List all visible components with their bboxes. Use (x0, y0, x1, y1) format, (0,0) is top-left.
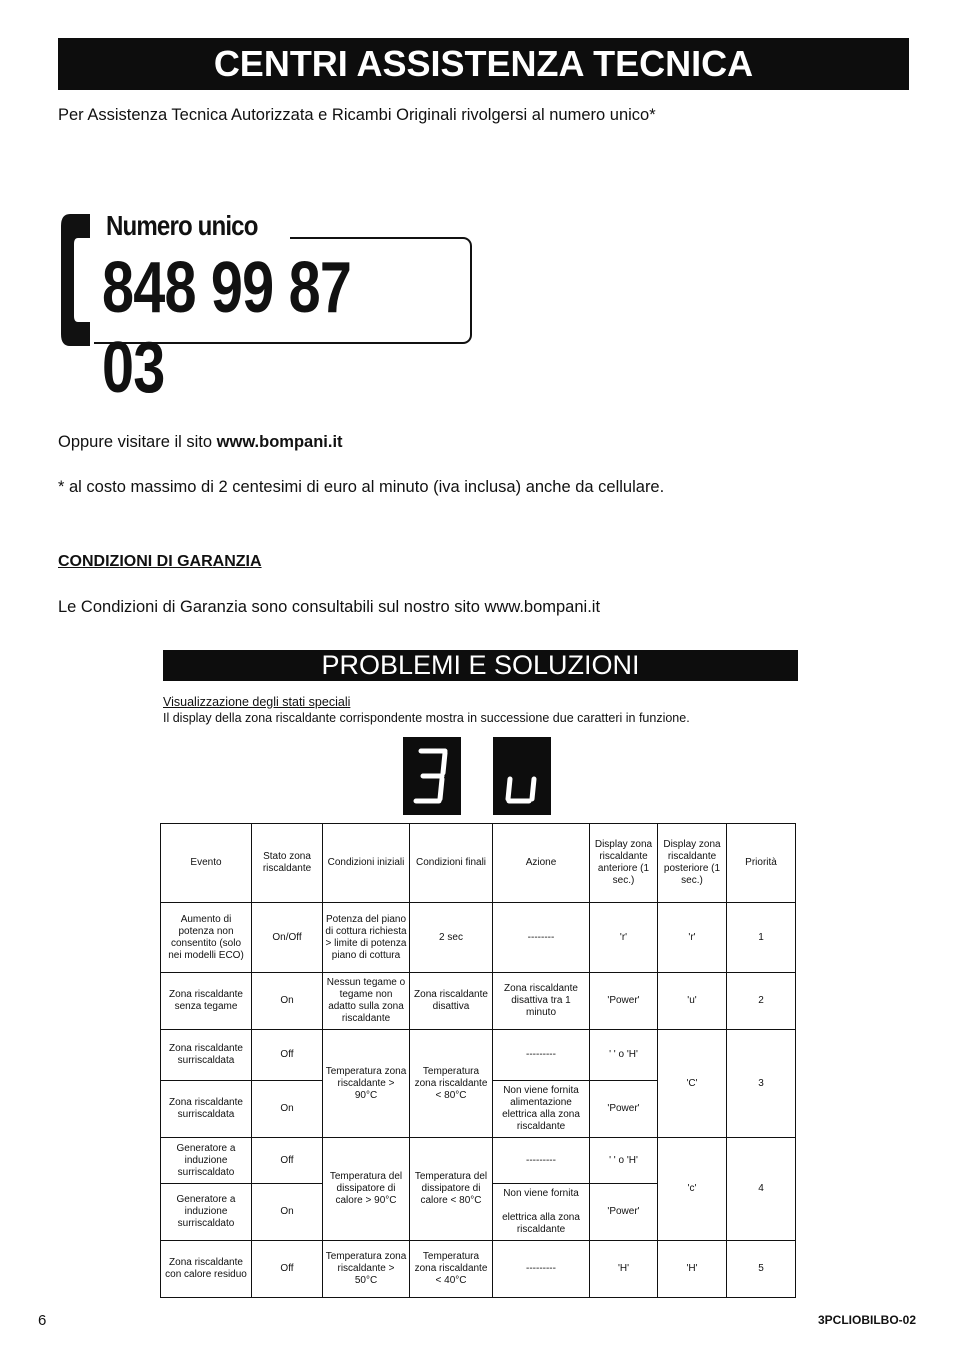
header-condizioni-iniziali: Condizioni iniziali (323, 824, 410, 903)
cell-stato: Off (252, 1138, 323, 1184)
display-letter-u (493, 737, 551, 815)
cell-azione: --------- (493, 1138, 590, 1184)
cell-condizioni-iniziali: Potenza del piano di cottura richiesta > limite di potenza piano di cottura (323, 903, 410, 973)
header-azione: Azione (493, 824, 590, 903)
cell-evento: Zona riscaldante senza tegame (161, 973, 252, 1030)
cell-display-anteriore: ' ' o 'H' (590, 1138, 658, 1184)
cell-stato: On (252, 973, 323, 1030)
header-priorita: Priorità (727, 824, 796, 903)
cell-display-posteriore: 'r' (658, 903, 727, 973)
table-row (161, 1241, 796, 1298)
visit-text (58, 433, 343, 452)
cell-priorita: 2 (727, 973, 796, 1030)
cell-display-anteriore: 'H' (590, 1241, 658, 1298)
website-link[interactable]: www.bompani.it (216, 433, 343, 451)
cell-evento: Zona riscaldante surriscaldata (161, 1081, 252, 1138)
cell-condizioni-finali: Zona riscaldante disattiva (410, 973, 493, 1030)
cell-evento: Generatore a induzione surriscaldato (161, 1138, 252, 1184)
cell-condizioni-iniziali: Temperatura zona riscaldante > 50°C (323, 1241, 410, 1298)
cell-azione: Zona riscaldante disattiva tra 1 minuto (493, 973, 590, 1030)
phone-handset-icon (58, 210, 98, 350)
cell-stato: On (252, 1081, 323, 1138)
cell-priorita: 3 (727, 1030, 796, 1138)
cell-azione: Non viene fornita alimentazione elettrica alla zona riscaldante (493, 1081, 590, 1138)
table-row (161, 903, 796, 973)
table-header-row (161, 824, 796, 903)
section-description: Il display della zona riscaldante corrispondente mostra in successione due caratteri in funzione. (163, 711, 690, 725)
table-row (161, 1138, 796, 1184)
cell-stato: Off (252, 1241, 323, 1298)
cell-display-anteriore: 'Power' (590, 1081, 658, 1138)
visit-prefix: Oppure visitare il sito (58, 433, 217, 451)
header-stato: Stato zona riscaldante (252, 824, 323, 903)
cell-condizioni-iniziali: Temperatura zona riscaldante > 90°C (323, 1030, 410, 1138)
cell-display-posteriore: 'c' (658, 1138, 727, 1241)
cell-priorita: 1 (727, 903, 796, 973)
cell-priorita: 5 (727, 1241, 796, 1298)
warranty-heading: CONDIZIONI DI GARANZIA (58, 553, 262, 570)
seven-segment-3-icon (403, 737, 461, 815)
cell-evento: Generatore a induzione surriscaldato (161, 1184, 252, 1241)
phone-number: 848 99 87 03 (102, 248, 352, 408)
cell-display-anteriore: 'Power' (590, 1184, 658, 1241)
seven-segment-u-icon (493, 737, 551, 815)
cell-condizioni-finali: Temperatura zona riscaldante < 40°C (410, 1241, 493, 1298)
cell-stato: On (252, 1184, 323, 1241)
document-code: 3PCLIOBILBO-02 (817, 1313, 916, 1327)
problems-table (160, 823, 796, 1298)
section-subheading: Visualizzazione degli stati speciali (163, 695, 351, 709)
cell-evento: Zona riscaldante con calore residuo (161, 1241, 252, 1298)
cell-azione: --------- (493, 1241, 590, 1298)
cell-azione-line2: elettrica alla zona riscaldante (502, 1212, 580, 1235)
intro-text: Per Assistenza Tecnica Autorizzata e Ricambi Originali rivolgersi al numero unico* (58, 106, 656, 124)
cell-display-anteriore: 'r' (590, 903, 658, 973)
cell-evento: Zona riscaldante surriscaldata (161, 1030, 252, 1081)
table-row (161, 973, 796, 1030)
cell-azione: --------- (493, 1030, 590, 1081)
warranty-text: Le Condizioni di Garanzia sono consultabili sul nostro sito www.bompani.it (58, 598, 601, 616)
cell-azione-line1: Non viene fornita (503, 1188, 579, 1199)
cell-display-posteriore: 'C' (658, 1030, 727, 1138)
cell-display-anteriore: 'Power' (590, 973, 658, 1030)
cell-stato: On/Off (252, 903, 323, 973)
cell-display-posteriore: 'u' (658, 973, 727, 1030)
cell-display-posteriore: 'H' (658, 1241, 727, 1298)
cell-condizioni-iniziali: Nessun tegame o tegame non adatto sulla zona riscaldante (323, 973, 410, 1030)
page-number: 6 (38, 1312, 47, 1329)
header-display-posteriore: Display zona riscaldante posteriore (1 sec.) (658, 824, 727, 903)
phone-label: Numero unico (106, 210, 258, 241)
cell-priorita: 4 (727, 1138, 796, 1241)
cell-condizioni-finali: 2 sec (410, 903, 493, 973)
cell-evento: Aumento di potenza non consentito (solo nei modelli ECO) (161, 903, 252, 973)
cell-display-anteriore: ' ' o 'H' (590, 1030, 658, 1081)
header-evento: Evento (161, 824, 252, 903)
cost-note: * al costo massimo di 2 centesimi di euro al minuto (iva inclusa) anche da cellulare. (58, 478, 665, 496)
cell-condizioni-finali: Temperatura del dissipatore di calore < 80°C (410, 1138, 493, 1241)
cell-condizioni-iniziali: Temperatura del dissipatore di calore > 90°C (323, 1138, 410, 1241)
cell-condizioni-finali: Temperatura zona riscaldante < 80°C (410, 1030, 493, 1138)
cell-azione (493, 1184, 590, 1241)
section-title: PROBLEMI E SOLUZIONI (163, 650, 798, 681)
phone-number-box (58, 210, 478, 408)
cell-stato: Off (252, 1030, 323, 1081)
display-digit-3 (403, 737, 461, 815)
cell-azione: -------- (493, 903, 590, 973)
page-title: CENTRI ASSISTENZA TECNICA (58, 38, 909, 90)
table-row (161, 1030, 796, 1081)
header-condizioni-finali: Condizioni finali (410, 824, 493, 903)
header-display-anteriore: Display zona riscaldante anteriore (1 sec.) (590, 824, 658, 903)
